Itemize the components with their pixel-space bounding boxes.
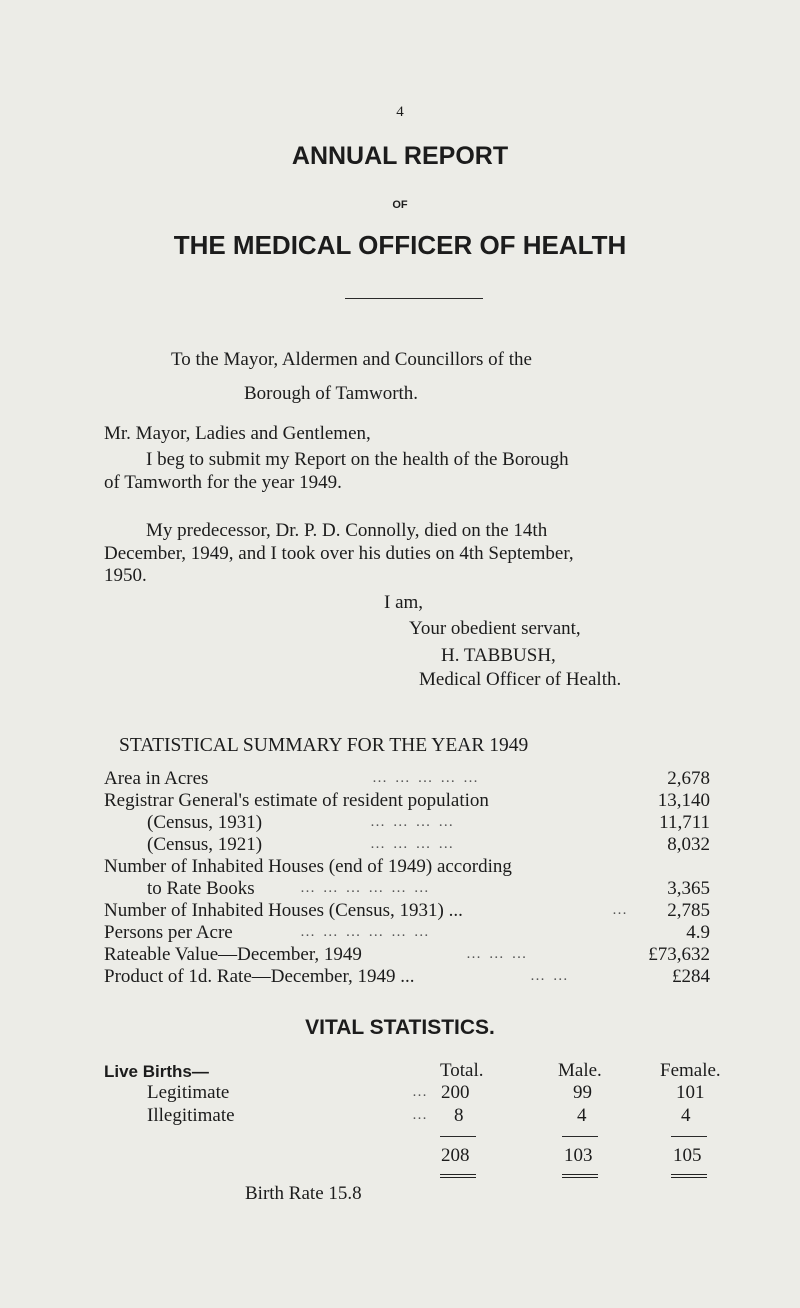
- summary-row-rateable-value: £73,632: [648, 944, 710, 965]
- col-male-header: Male.: [558, 1060, 602, 1081]
- para1-line2: of Tamworth for the year 1949.: [104, 472, 342, 493]
- live-births-label: Live Births—: [104, 1062, 209, 1081]
- summary-row-ratebooks-value: 3,365: [667, 878, 710, 899]
- summary-row-population-value: 13,140: [657, 790, 710, 811]
- col-total-header: Total.: [440, 1060, 484, 1081]
- summary-row-census1921-value: 8,032: [667, 834, 710, 855]
- page-number: 4: [396, 104, 404, 120]
- signatory-position: Medical Officer of Health.: [419, 669, 622, 690]
- summary-row-penny-rate-label: Product of 1d. Rate—December, 1949 ...: [104, 966, 415, 987]
- legitimate-total: 200: [441, 1082, 470, 1103]
- report-subtitle: THE MEDICAL OFFICER OF HEALTH: [173, 230, 627, 260]
- summary-row-houses1931-value: 2,785: [667, 900, 710, 921]
- summary-row-area-label: Area in Acres: [104, 768, 209, 789]
- summary-leader: … … … …: [370, 814, 456, 830]
- salutation: Mr. Mayor, Ladies and Gentlemen,: [104, 423, 371, 444]
- female-rule: [671, 1136, 707, 1137]
- summary-row-population-label: Registrar General's estimate of resident population: [104, 790, 489, 811]
- summary-row-census1931-label: (Census, 1931): [147, 812, 263, 833]
- para1-line1: I beg to submit my Report on the health of the Borough: [146, 449, 569, 470]
- summary-heading: STATISTICAL SUMMARY FOR THE YEAR 1949: [119, 735, 529, 756]
- summary-leader: … … … … …: [372, 770, 480, 786]
- male-double-rule: [562, 1174, 598, 1178]
- title-of: OF: [392, 199, 408, 211]
- summary-row-persons-label: Persons per Acre: [104, 922, 233, 943]
- legitimate-female: 101: [676, 1082, 705, 1103]
- para2-line2: December, 1949, and I took over his duties on 4th September,: [104, 543, 574, 564]
- summary-leader: … … …: [466, 946, 529, 962]
- summary-row-census1931-value: 11,711: [659, 812, 710, 833]
- summary-row-persons-value: 4.9: [686, 922, 710, 943]
- summary-leader: … … … …: [370, 836, 456, 852]
- summary-leader: …: [612, 902, 629, 918]
- summary-leader: … … … … … …: [300, 924, 431, 940]
- summary-row-houses-label: Number of Inhabited Houses (end of 1949) according: [104, 856, 512, 877]
- births-male: 103: [564, 1145, 593, 1166]
- births-total: 208: [441, 1145, 470, 1166]
- births-female: 105: [673, 1145, 702, 1166]
- total-rule: [440, 1136, 476, 1137]
- summary-row-rateable-label: Rateable Value—December, 1949: [104, 944, 362, 965]
- summary-row-penny-rate-value: £284: [672, 966, 710, 987]
- closing-i-am: I am,: [384, 592, 424, 613]
- col-female-header: Female.: [660, 1060, 721, 1081]
- illegitimate-female: 4: [681, 1105, 691, 1126]
- vital-heading: VITAL STATISTICS.: [305, 1016, 495, 1039]
- illegitimate-total: 8: [454, 1105, 464, 1126]
- total-double-rule: [440, 1174, 476, 1178]
- legitimate-male: 99: [573, 1082, 592, 1103]
- para2-line1: My predecessor, Dr. P. D. Connolly, died on the 14th: [146, 520, 548, 541]
- summary-row-houses1931-label: Number of Inhabited Houses (Census, 1931) ...: [104, 900, 463, 921]
- closing-servant: Your obedient servant,: [409, 618, 581, 639]
- male-rule: [562, 1136, 598, 1137]
- illegitimate-label: Illegitimate: [147, 1105, 235, 1126]
- vital-leader: …: [412, 1107, 429, 1123]
- summary-leader: … … … … … …: [300, 880, 431, 896]
- summary-row-census1921-label: (Census, 1921): [147, 834, 263, 855]
- vital-leader: …: [412, 1084, 429, 1100]
- title-divider: [345, 298, 483, 299]
- legitimate-label: Legitimate: [147, 1082, 230, 1103]
- summary-row-ratebooks-label: to Rate Books: [147, 878, 255, 899]
- illegitimate-male: 4: [577, 1105, 587, 1126]
- address-line-2: Borough of Tamworth.: [244, 383, 419, 404]
- birth-rate: Birth Rate 15.8: [245, 1183, 362, 1204]
- signature: H. TABBUSH,: [441, 645, 556, 666]
- address-line-1: To the Mayor, Aldermen and Councillors of the: [171, 349, 532, 370]
- female-double-rule: [671, 1174, 707, 1178]
- summary-leader: … …: [530, 968, 570, 984]
- summary-row-area-value: 2,678: [667, 768, 710, 789]
- para2-line3: 1950.: [104, 565, 147, 586]
- report-title: ANNUAL REPORT: [291, 142, 509, 170]
